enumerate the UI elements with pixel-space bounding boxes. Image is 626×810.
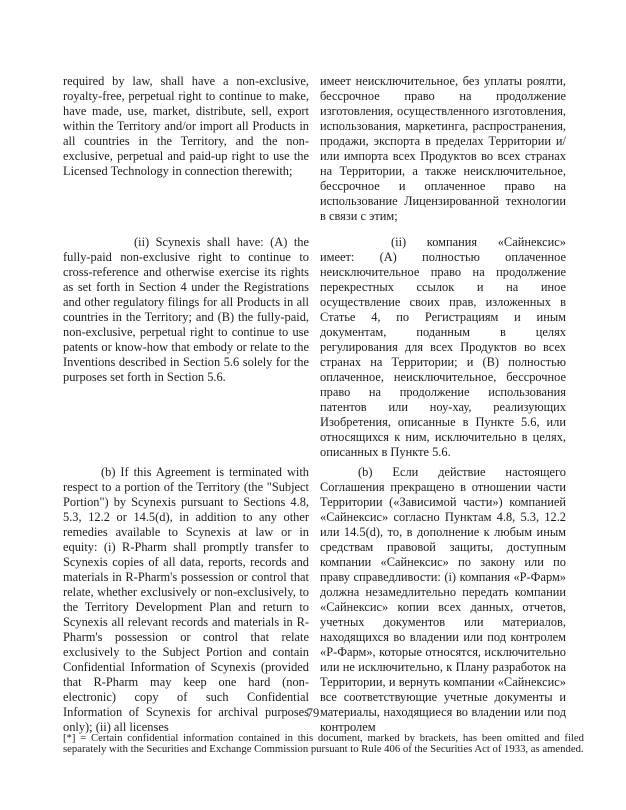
paragraph-en-clause-b: (b) If this Agreement is terminated with respect to a portion of the Territory (the "Subject Portion") by Scynexis pursuant to Sections 4.8, 5.3, 12.2 or 14.5(d), in addition to any other remedies available to Scynexis at law or in equity: (i) R-Pharm shall promptly transfer to Scynexis copies of all data, reports, records and materials in R-Pharm's possession or control that relate, whether exclusively or non-exclusively, to the Territory Development Plan and return to Scynexis all relevant records and materials in R-Pharm's possession or control that relate exclusively to the Subject Portion and contain Confidential Information of Scynexis (provided that R-Pharm may keep one hard (non-electronic) copy of such Confidential Information of Scynexis for archival purposes only); (ii) all licenses <box>63 465 309 734</box>
paragraph-pair-clause-b <box>63 465 566 735</box>
paragraph-en-clause-ii: (ii) Scynexis shall have: (A) the fully-paid non-exclusive right to continue to cross-reference and otherwise exercise its rights as set forth in Section 4 under the Registrations and other regulatory filings for all Products in all countries in the Territory; and (B) the fully-paid, non-exclusive, perpetual right to continue to use patents or know-how that embody or relate to the Inventions described in Section 5.6 solely for the purposes set forth in Section 5.6. <box>63 235 309 384</box>
agreement-body <box>63 74 566 735</box>
confidentiality-footnote: [*] = Certain confidential information contained in this document, marked by brackets, has been omitted and filed separately with the Securities and Exchange Commission pursuant to Rule 406 of the Securities Act of 1933, as amended. <box>63 732 584 756</box>
paragraph-pair-continuation <box>63 74 566 224</box>
paragraph-ru-clause-ii: (ii) компания «Сайнексис» имеет: (А) полностью оплаченное неисключительное право на продолжение перекрестных ссылок и на иное осуществление своих прав, изложенных в Статье 4, по Регистрациям и иным документам, поданным в целях регулирования для всех Продуктов во всех странах на Территории; и (В) полностью оплаченное, неисключительное, бессрочное право на продолжение использования патентов или ноу-хау, реализующих Изобретения, описанные в Пункте 5.6, или относящихся к ним, исключительно в целях, описанных в Пункте 5.6. <box>320 235 566 459</box>
paragraph-pair-clause-ii <box>63 235 566 460</box>
paragraph-ru-continuation: имеет неисключительное, без уплаты роялти, бессрочное право на продолжение изготовления, осуществленного изготовления, использования, маркетинга, распространения, продажи, экспорта в пределах Территории и/или импорта всех Продуктов во всех странах на Территории, а также неисключительное, бессрочное и оплаченное право на использование Лицензированной технологии в связи с этим; <box>320 74 566 223</box>
paragraph-en-continuation: required by law, shall have a non-exclusive, royalty-free, perpetual right to continue to make, have made, use, market, distribute, sell, export within the Territory and/or import all Products in all countries in the Territory, and the non-exclusive, perpetual and paid-up right to use the Licensed Technology in connection therewith; <box>63 74 309 178</box>
page-number: 79 <box>306 706 320 720</box>
paragraph-ru-clause-b: (b) Если действие настоящего Соглашения прекращено в отношении части Территории («Зависимой части») компанией «Сайнексис» согласно Пунктам 4.8, 5.3, 12.2 или 14.5(d), то, в дополнение к любым иным средствам правовой защиты, доступным компании «Сайнексис» по закону или по праву справедливости: (i) компания «Р-Фарм» должна незамедлительно передать компании «Сайнексис» копии всех данных, отчетов, учетных документов или материалов, находящихся во владении или под контролем «Р-Фарм», которые относятся, исключительно или не исключительно, к Плану разработок на Территории, и вернуть компании «Сайнексис» все соответствующие учетные документы и материалы, находящиеся во владении или под контролем <box>320 465 566 734</box>
